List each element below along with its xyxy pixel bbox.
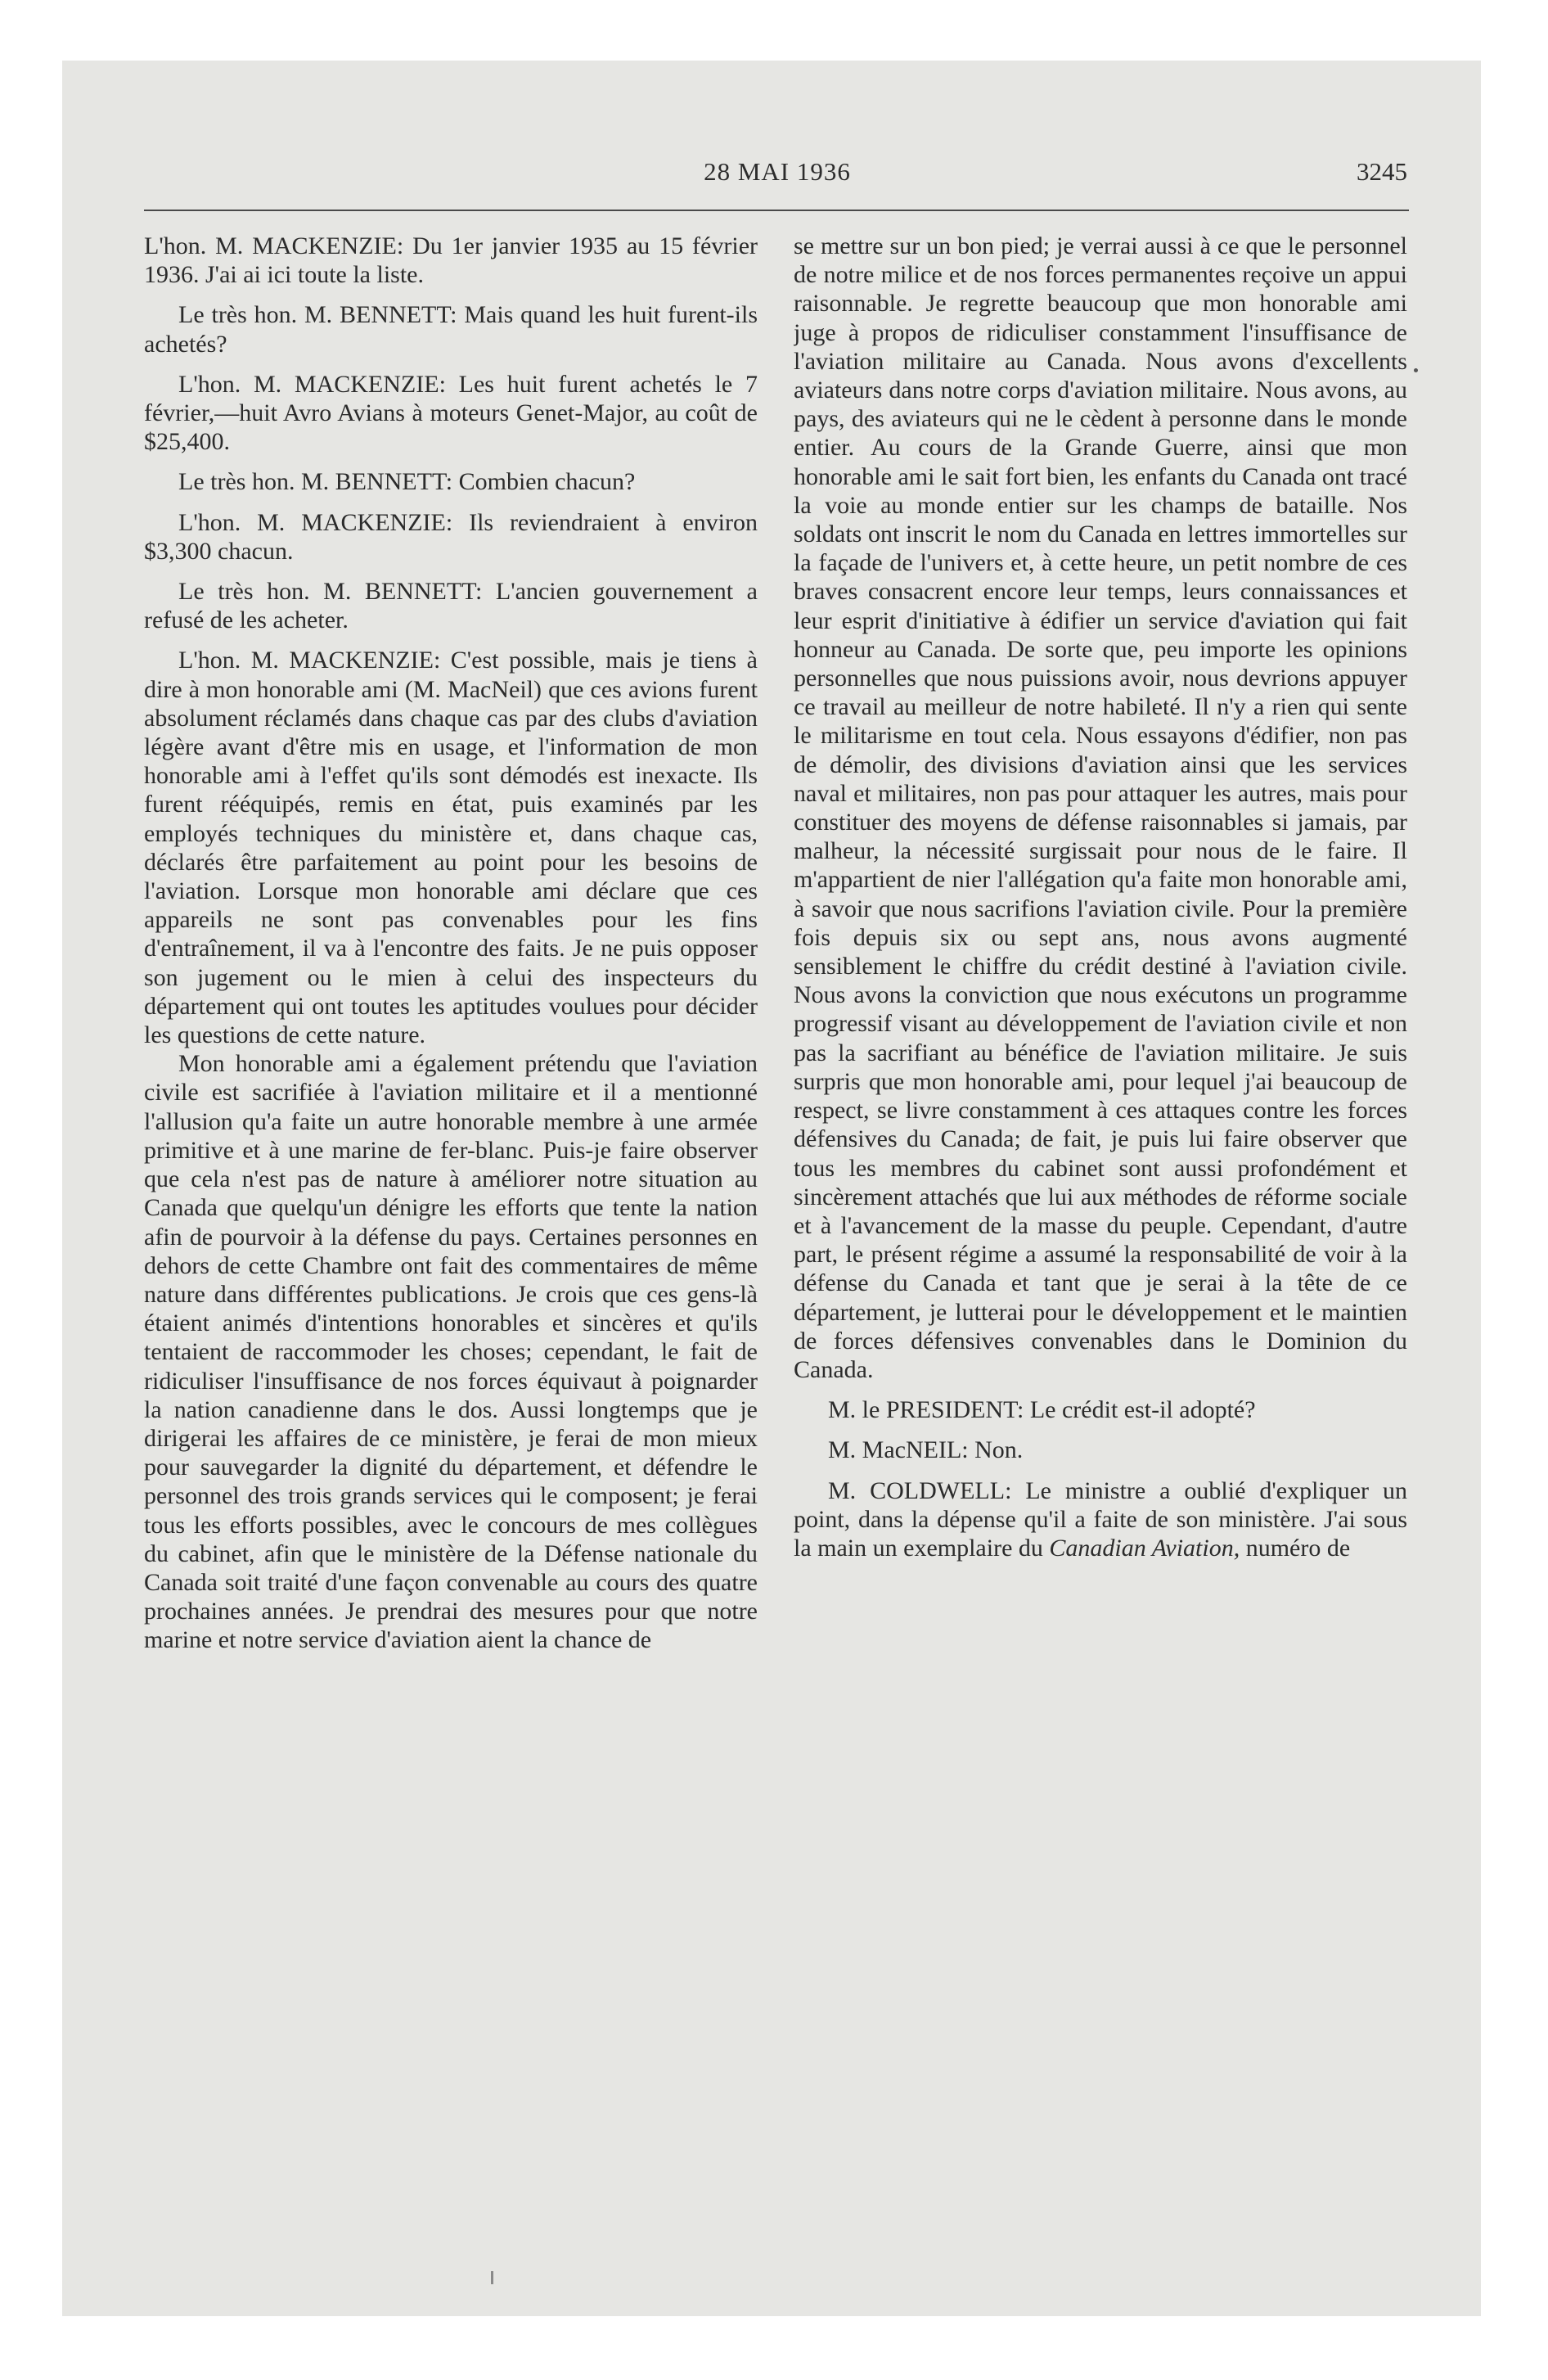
paragraph-text: M. COLDWELL: Le ministre a oublié d'expliquer un point, dans la dépense qu'il a faite de son ministère. J'ai sous la main un exemplaire du [794,1476,1407,1562]
paragraph: L'hon. M. MACKENZIE: C'est possible, mais je tiens à dire à mon honorable ami (M. MacNeil) que ces avions furent absolument réclamés dans chaque cas par des clubs d'aviation légère avant d'être mis en usage, et l'information de mon honorable ami à l'effet qu'ils sont démodés est inexacte. Ils furent rééquipés, remis en état, puis examinés par les employés techniques du ministère et, dans chaque cas, déclarés être parfaitement au point pour les besoins de l'aviation. Lorsque mon honorable ami déclare que ces appareils ne sont pas convenables pour les fins d'entraînement, il va à l'encontre des faits. Je ne puis opposer son jugement ou le mien à celui des inspecteurs du département qui ont toutes les aptitudes voulues pour décider les questions de cette nature. [144,647,758,1049]
right-column [794,232,1407,2245]
paragraph: L'hon. M. MACKENZIE: Ils reviendraient à environ $3,300 chacun. [144,508,758,565]
page-header [147,157,1407,206]
header-rule [144,210,1409,211]
paragraph: Le très hon. M. BENNETT: Combien chacun? [178,468,636,496]
page-number: 3245 [1357,157,1407,186]
paragraph: L'hon. M. MACKENZIE: Les huit furent achetés le 7 février,—huit Avro Avians à moteurs Genet-Major, au coût de $25,400. [144,370,758,456]
paragraph: se mettre sur un bon pied; je verrai aussi à ce que le personnel de notre milice et de nos forces permanentes reçoive un appui raisonnable. Je regrette beaucoup que mon honorable ami juge à propos de ridiculiser constamment l'insuffisance de l'aviation militaire au Canada. Nous avons d'excellents aviateurs dans notre corps d'aviation militaire. Nous avons, au pays, des aviateurs qui ne le cèdent à personne dans le monde entier. Au cours de la Grande Guerre, ainsi que mon honorable ami le sait fort bien, les enfants du Canada ont tracé la voie au monde entier sur les champs de bataille. Nos soldats ont inscrit le nom du Canada en lettres immortelles sur la façade de l'univers et, à cette heure, un petit nombre de ces braves consacrent encore leur temps, leurs connaissances et leur esprit d'initiative à édifier un service d'aviation qui fait honneur au Canada. De sorte que, peu importe les opinions personnelles que nous puissions avoir, nous devrions appuyer ce travail au meilleur de notre habileté. Il n'y a rien qui sente le militarisme en tout cela. Nous essayons d'édifier, non pas de démolir, des divisions d'aviation ainsi que les services naval et militaires, non pas pour attaquer les autres, mais pour constituer des moyens de défense raisonnables si jamais, par malheur, la nécessité surgissait pour nous de le faire. Il m'appartient de nier l'allégation qu'a faite mon honorable ami, à savoir que nous sacrifions l'aviation civile. Pour la première fois depuis six ou sept ans, nous avons augmenté sensiblement le chiffre du crédit destiné à l'aviation civile. Nous avons la conviction que nous exécutons un programme progressif visant au développement de l'aviation civile et non pas la sacrifiant au bénéfice de l'aviation militaire. Je suis surpris que mon honorable ami, pour lequel j'ai beaucoup de respect, se livre constamment à ces attaques contre les forces défensives du Canada; de fait, je puis lui faire observer que tous les membres du cabinet sont aussi profondément et sincèrement attachés que lui aux méthodes de réforme sociale et à l'avancement de la masse du peuple. Cependant, d'autre part, le présent régime a assumé la responsabilité de voir à la défense du Canada et tant que je serai à la tête de ce département, je lutterai pour le développement et le maintien de forces défensives convenables dans le Dominion du Canada. [794,232,1407,1383]
scan-smudge [491,2271,493,2284]
paragraph: Le très hon. M. BENNETT: L'ancien gouvernement a refusé de les acheter. [144,578,758,634]
paragraph: Le très hon. M. BENNETT: Mais quand les huit furent-ils achetés? [144,301,758,358]
left-column [144,232,758,2245]
paragraph-text: numéro de [1245,1534,1351,1562]
paragraph: Mon honorable ami a également prétendu que l'aviation civile est sacrifiée à l'aviation militaire et il a mentionné l'allusion qu'a faite un autre honorable membre à une armée primitive et à une marine de fer-blanc. Puis-je faire observer que cela n'est pas de nature à améliorer notre situation au Canada que quelqu'un dénigre les efforts que tente la nation afin de pourvoir à la défense du pays. Certaines personnes en dehors de cette Chambre ont fait des commentaires de même nature dans différentes publications. Je crois que ces gens-là étaient animés d'intentions honorables et sincères et qu'ils tentaient de raccommoder les choses; cependant, le fait de ridiculiser l'insuffisance de nos forces équivaut à poignarder la nation canadienne dans le dos. Aussi longtemps que je dirigerai les affaires de ce ministère, je ferai de mon mieux pour sauvegarder la dignité du département, et défendre le personnel des trois grands services qui le composent; je ferai tous les efforts possibles, avec le concours de mes collègues du cabinet, afin que le ministère de la Défense nationale du Canada soit traité d'une façon convenable au cours des quatre prochaines années. Je prendrai des mesures pour que notre marine et notre service d'aviation aient la chance de [144,1050,758,1654]
paragraph: M. MacNEIL: Non. [828,1436,1024,1464]
page-date: 28 MAI 1936 [704,157,851,186]
publication-title: Canadian Aviation, [1049,1534,1240,1562]
paragraph [794,1476,1407,1563]
paragraph: L'hon. M. MACKENZIE: Du 1er janvier 1935 au 15 février 1936. J'ai ai ici toute la liste. [144,232,758,289]
paragraph: M. le PRESIDENT: Le crédit est-il adopté? [828,1396,1256,1424]
margin-mark [1414,368,1418,372]
